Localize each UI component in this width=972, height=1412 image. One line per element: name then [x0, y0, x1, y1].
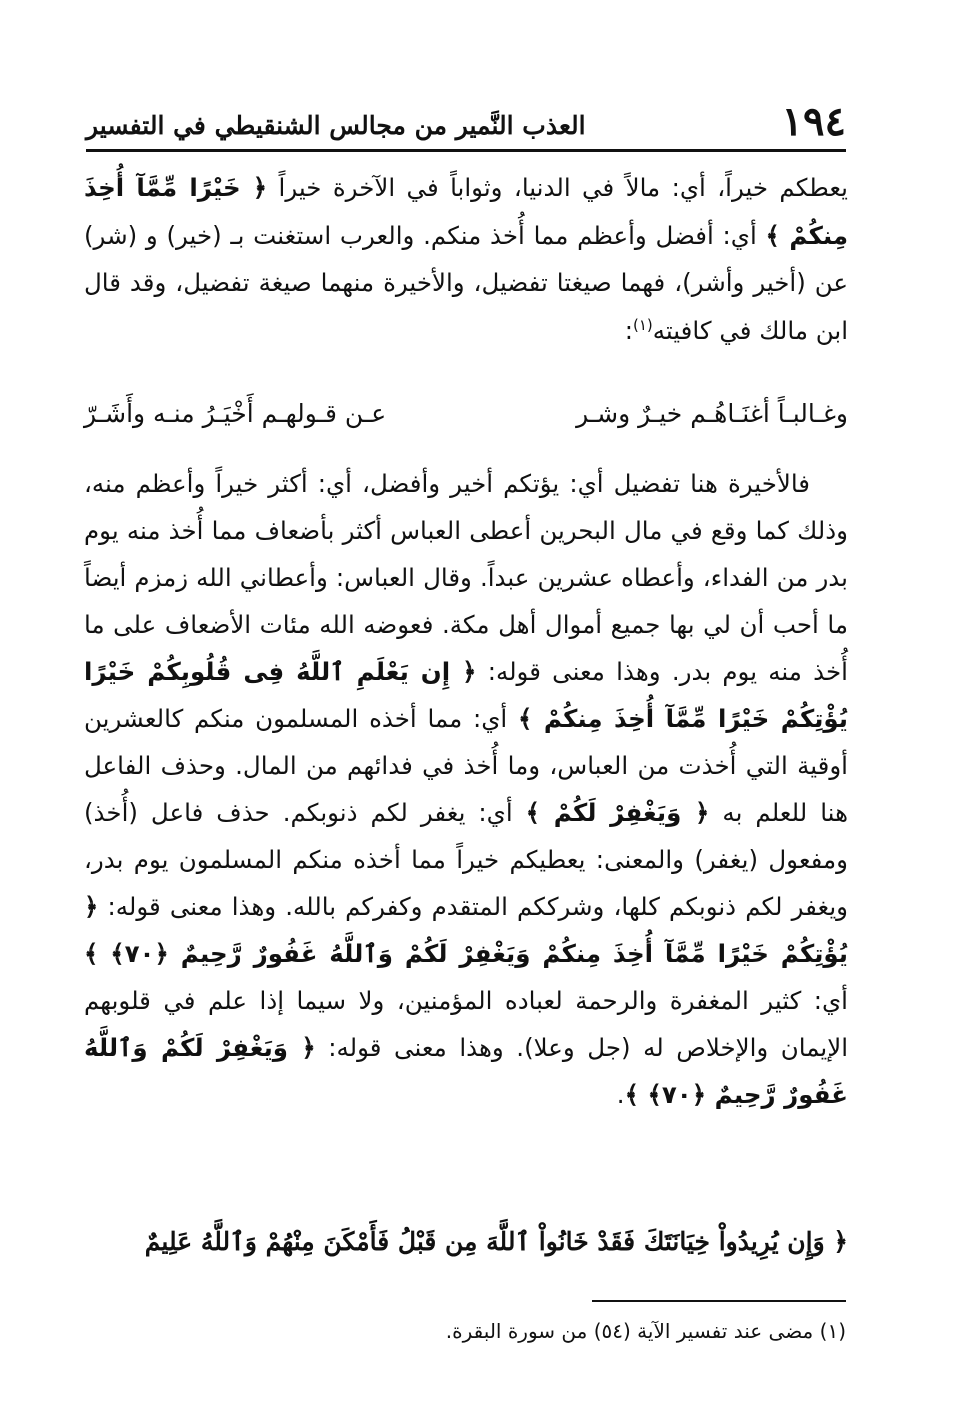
body-paragraph-1 [84, 164, 848, 354]
quran-verse-inline: ﴿ خَيْرًا مِّمَّآ أُخِذَ مِنكُمْ ﴾ [84, 173, 849, 250]
header-rule [86, 149, 846, 152]
page-header [86, 86, 846, 146]
poem-verse [84, 394, 848, 434]
text-run: يعطكم خيراً، أي: مالاً في الدنيا، وثواباً في الآخرة خيراً [267, 173, 848, 202]
quran-verse-inline: ﴿ وَيَغْفِرْ لَكُمْ وَٱللَّهُ غَفُورٌ رَّحِيمٌ ﴿٧٠﴾ ﴾ [84, 1033, 848, 1109]
quran-verse-inline: ﴿ وَيَغْفِرْ لَكُمْ ﴾ [525, 798, 710, 827]
footnote: (١) مضى عند تفسير الآية (٥٤) من سورة البقرة. [445, 1319, 846, 1343]
text-run: : [624, 315, 633, 345]
page-number: ١٩٤ [781, 98, 846, 145]
paragraph [84, 164, 848, 354]
poem-hemistich-right: وغـالبـاً أغنَـاهُـم خيـرٌ وشـر [576, 399, 848, 428]
text-run: أي: كثير المغفرة والرحمة لعباده المؤمنين، ولا سيما إذا علم في قلوبهم الإيمان والإخلاص له (جل وعلا). وهذا معنى قوله: [84, 986, 848, 1062]
text-run: . [616, 1080, 625, 1109]
body-paragraph-2 [84, 460, 848, 1118]
footnote-rule [592, 1300, 846, 1302]
quran-verse-inline: ﴿ إِن يَعْلَمِ ٱللَّهُ فِى قُلُوبِكُمْ خَيْرًا يُؤْتِكُمْ خَيْرًا مِّمَّآ أُخِذَ مِنكُمْ ﴾ [84, 657, 848, 733]
poem-hemistich-left: عـن قـولهـم أَخْيَـرُ منـه وأَشَـرّ [84, 399, 387, 428]
text-run: فالأخيرة هنا تفضيل أي: يؤتكم أخير وأفضل، أي: أكثر خيراً وأعظم منه، وذلك كما وقع في مال البحرين أعطى العباس أكثر بأضعاف مما أُخذ منه يوم بدر من الفداء، وأعطاه عشرين عبداً. وقال العباس: وأعطاني الله زمزم أيضاً ما أحب أن لي بها جميع أموال أهل مكة. فعوضه الله مئات الأضعاف على ما أُخذ منه يوم بدر. وهذا معنى قوله: [84, 469, 848, 686]
quran-verse-block: ﴿ وَإِن يُرِيدُواْ خِيَانَتَكَ فَقَدْ خَانُواْ ٱللَّهَ مِن قَبْلُ فَأَمْكَنَ مِنْهُمْ وَٱللَّهُ عَلِيمٌ [144, 1227, 848, 1256]
running-title: العذب النَّمير من مجالس الشنقيطي في التفسير [86, 111, 586, 140]
text-run: أي: أفضل وأعظم مما أُخذ منكم. والعرب استغنت بـ (خير) و (شر) عن (أخير وأشر)، فهما صيغتا تفضيل، والأخيرة منهما صيغة تفضيل، وقد قال ابن مالك في كافيته [84, 220, 848, 345]
quran-verse-inline: ﴿ يُؤْتِكُمْ خَيْرًا مِّمَّآ أُخِذَ مِنكُمْ وَيَغْفِرْ لَكُمْ وَٱللَّهُ غَفُورٌ رَّحِيمٌ ﴿٧٠﴾ ﴾ [84, 892, 848, 968]
text-run: أي: مما أخذه المسلمون منكم كالعشرين أوقية التي أُخذت من العباس، وما أُخذ في فدائهم من المال. وحذف الفاعل هنا للعلم به [84, 704, 848, 827]
footnote-marker[interactable]: (١) [632, 315, 653, 334]
paragraph [84, 460, 848, 1118]
text-run: أي: يغفر لكم ذنوبكم. حذف فاعل (أُخذ) ومفعول (يغفر) والمعنى: يعطيكم خيراً مما أخذه منكم المسلمون يوم بدر، ويغفر لكم ذنوبكم كلها، وشرككم المتقدم وكفركم بالله. وهذا معنى قوله: [84, 798, 848, 921]
